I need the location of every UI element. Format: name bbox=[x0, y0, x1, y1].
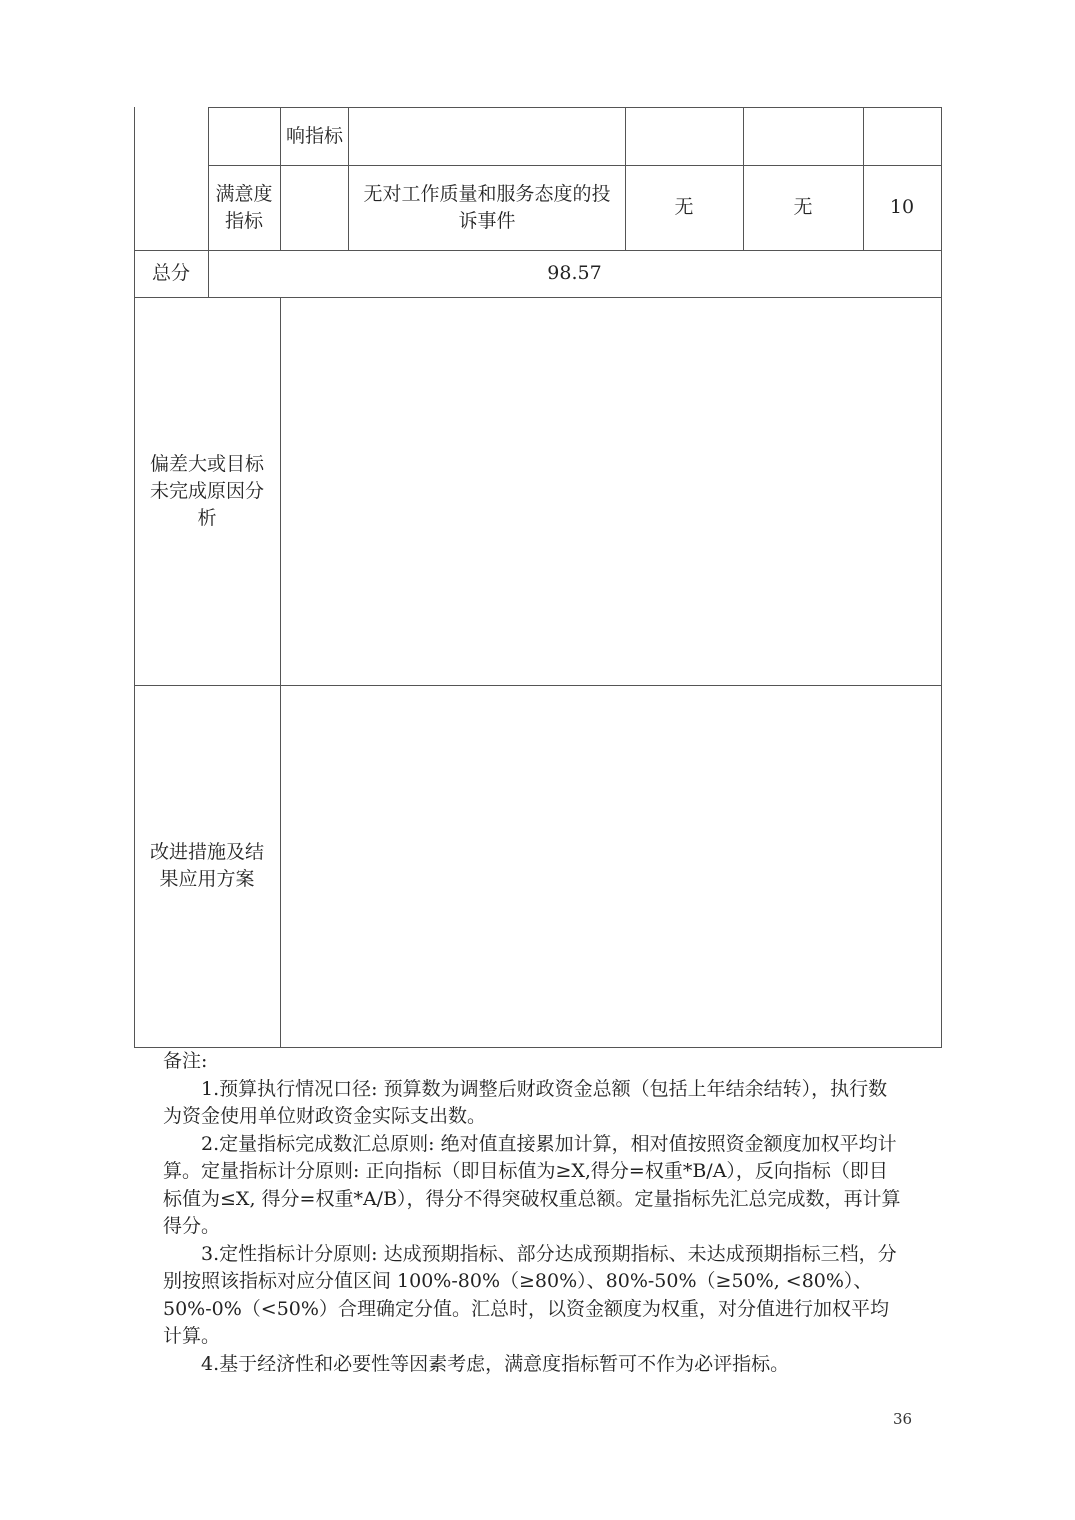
page-number: 36 bbox=[893, 1410, 913, 1428]
satisfaction-actual-cell: 无 bbox=[793, 196, 813, 218]
deviation-analysis-label: 偏差大或目标未完成原因分析 bbox=[149, 452, 264, 529]
satisfaction-indicator-cell: 无对工作质量和服务态度的投诉事件 bbox=[363, 182, 611, 232]
satisfaction-target-cell: 无 bbox=[674, 196, 694, 218]
satisfaction-weight-cell: 10 bbox=[889, 196, 915, 218]
deviation-analysis-content bbox=[281, 298, 941, 685]
improvement-plan-label: 改进措施及结果应用方案 bbox=[149, 841, 264, 890]
note-item-2: 2.定量指标完成数汇总原则: 绝对值直接累加计算，相对值按照资金额度加权平均计算。定量指标计分原则: 正向指标（即目标值为≥X,得分=权重*B/A），反向指标（即目标值为≤X, 得分=权重*A/B），得分不得突破权重总额。定量指标先汇总完成数，再计算得分。 bbox=[163, 1132, 901, 1237]
total-score-label: 总分 bbox=[151, 262, 190, 284]
note-item-4: 4.基于经济性和必要性等因素考虑，满意度指标暂可不作为必评指标。 bbox=[201, 1352, 790, 1375]
notes-section bbox=[163, 1048, 903, 1378]
satisfaction-category-cell: 满意度指标 bbox=[215, 182, 273, 232]
note-item-1: 1.预算执行情况口径: 预算数为调整后财政资金总额（包括上年结余结转），执行数为资金使用单位财政资金实际支出数。 bbox=[163, 1077, 888, 1127]
improvement-plan-content bbox=[281, 686, 941, 1047]
indicator-subcategory-cell: 响指标 bbox=[285, 124, 343, 147]
note-item-3: 3.定性指标计分原则: 达成预期指标、部分达成预期指标、未达成预期指标三档，分别按照该指标对应分值区间 100%-80%（≥80%）、80%-50%（≥50%, <80%）、50%-0%（<50%）合理确定分值。汇总时，以资金额度为权重，对分值进行加权平均计算。 bbox=[163, 1242, 897, 1347]
notes-title: 备注: bbox=[163, 1050, 208, 1072]
total-score-value: 98.57 bbox=[547, 262, 602, 284]
